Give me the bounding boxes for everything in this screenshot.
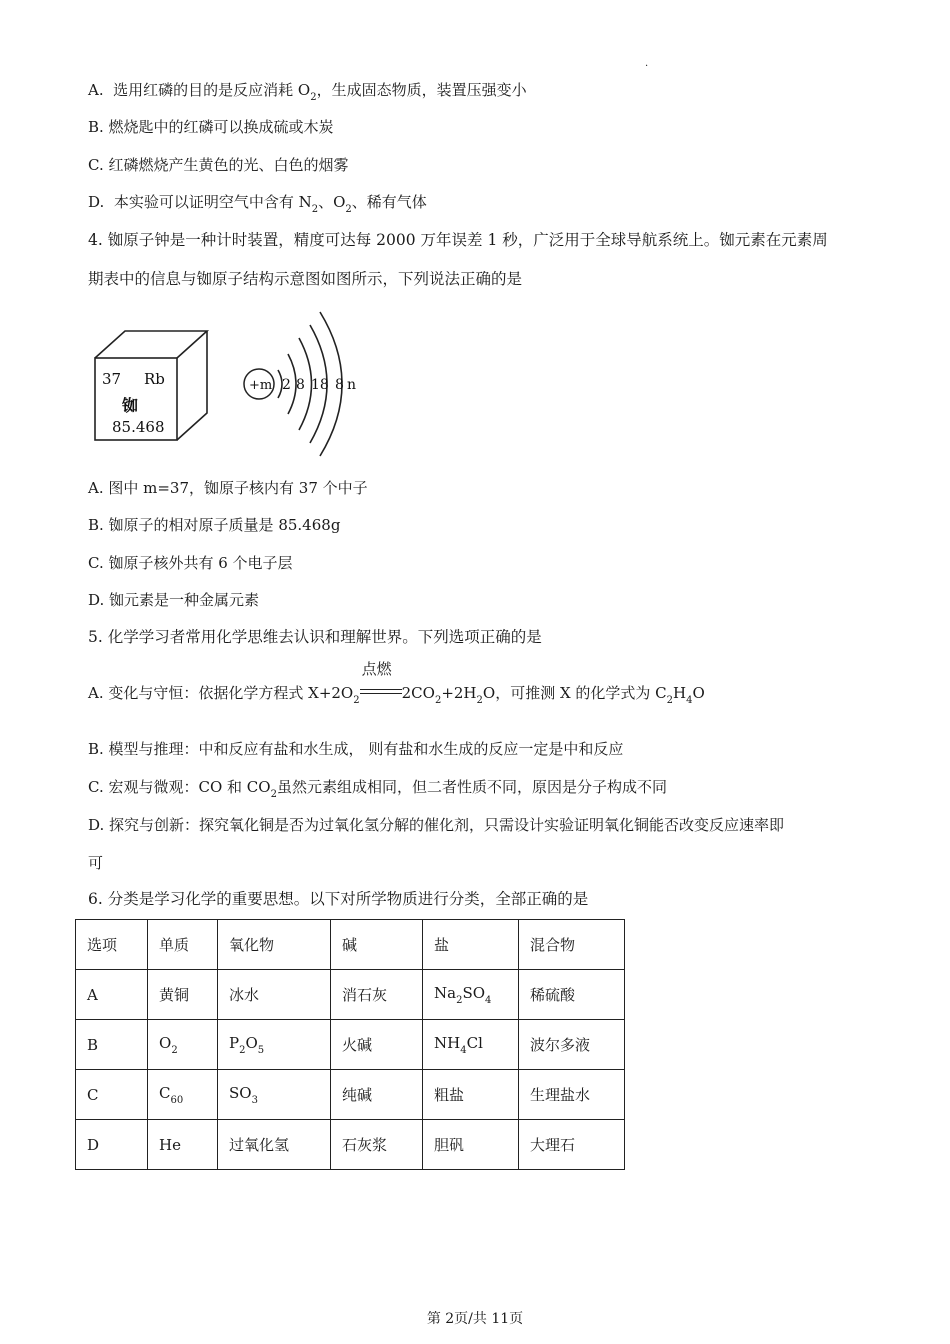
q5-option-c: C. 宏观与微观：CO 和 $CO_2$虽然元素组成相同，但二者性质不同，原因是分子构成不同 bbox=[88, 778, 667, 800]
table-cell: 消石灰 bbox=[331, 970, 423, 1020]
q4-option-d: D. 铷元素是一种金属元素 bbox=[88, 591, 260, 609]
reaction-condition: 点燃 bbox=[360, 683, 402, 703]
table-cell: C bbox=[76, 1070, 148, 1120]
q3-option-b: B. 燃烧匙中的红磷可以换成硫或木炭 bbox=[88, 118, 334, 136]
shell-2-electrons: 8 bbox=[296, 377, 305, 393]
atomic-mass: 85.468 bbox=[112, 418, 165, 436]
q5-option-b: B. 模型与推理：中和反应有盐和水生成， 则有盐和水生成的反应一定是中和反应 bbox=[88, 740, 624, 758]
table-header-row bbox=[76, 920, 625, 970]
q3-option-d: D. 本实验可以证明空气中含有 $N_2$、$O_2$、稀有气体 bbox=[88, 193, 427, 215]
atomic-number: 37 bbox=[102, 370, 122, 388]
element-symbol: Rb bbox=[144, 370, 165, 388]
header-cell: 碱 bbox=[331, 920, 423, 970]
table-cell: 胆矾 bbox=[423, 1120, 519, 1170]
table-cell: 大理石 bbox=[519, 1120, 625, 1170]
table-cell: He bbox=[148, 1120, 218, 1170]
table-cell: 纯碱 bbox=[331, 1070, 423, 1120]
header-cell: 盐 bbox=[423, 920, 519, 970]
header-cell: 选项 bbox=[76, 920, 148, 970]
table-cell: 波尔多液 bbox=[519, 1020, 625, 1070]
q6-stem: 6. 分类是学习化学的重要思想。以下对所学物质进行分类，全部正确的是 bbox=[88, 890, 589, 908]
table-cell: B bbox=[76, 1020, 148, 1070]
table-cell: $NH_4Cl$ bbox=[423, 1020, 519, 1070]
q4-stem-line2: 期表中的信息与铷原子结构示意图如图所示，下列说法正确的是 bbox=[88, 270, 523, 288]
element-name: 铷 bbox=[122, 396, 139, 415]
q5-option-a: A. 变化与守恒：依据化学方程式 $X+2O_2$ 点燃 $2CO_2+2H_2O$，可推测 X 的化学式为 $C_2H_4O$ bbox=[88, 660, 705, 706]
q4-option-a: A. 图中 m=37，铷原子核内有 37 个中子 bbox=[88, 479, 368, 497]
table-cell: 粗盐 bbox=[423, 1070, 519, 1120]
table-cell: 火碱 bbox=[331, 1020, 423, 1070]
table-cell: 冰水 bbox=[218, 970, 331, 1020]
shell-5-electrons: n bbox=[347, 377, 357, 393]
q3-option-c: C. 红磷燃烧产生黄色的光、白色的烟雾 bbox=[88, 156, 349, 174]
table-cell: $Na_2SO_4$ bbox=[423, 970, 519, 1020]
shell-3-electrons: 18 bbox=[311, 377, 329, 393]
header-cell: 混合物 bbox=[519, 920, 625, 970]
header-cell: 单质 bbox=[148, 920, 218, 970]
table-row bbox=[76, 1020, 625, 1070]
table-row bbox=[76, 1070, 625, 1120]
shell-4-electrons: 8 bbox=[335, 377, 344, 393]
table-cell: D bbox=[76, 1120, 148, 1170]
table-cell: 过氧化氢 bbox=[218, 1120, 331, 1170]
q5-option-d-line2: 可 bbox=[88, 854, 104, 872]
q3-option-a: A. 选用红磷的目的是反应消耗 $O_2$，生成固态物质，装置压强变小 bbox=[88, 81, 527, 103]
nucleus-label: +m bbox=[249, 378, 273, 393]
table-row bbox=[76, 970, 625, 1020]
table-row bbox=[76, 1120, 625, 1170]
table-cell: 石灰浆 bbox=[331, 1120, 423, 1170]
shell-1-electrons: 2 bbox=[282, 377, 291, 393]
table-cell: 生理盐水 bbox=[519, 1070, 625, 1120]
q4-option-b: B. 铷原子的相对原子质量是 85.468g bbox=[88, 516, 341, 534]
stray-mark: . bbox=[645, 58, 649, 69]
atom-structure-diagram bbox=[236, 310, 366, 464]
table-cell: $C_{60}$ bbox=[148, 1070, 218, 1120]
table-cell: 黄铜 bbox=[148, 970, 218, 1020]
q5-stem: 5. 化学学习者常用化学思维去认识和理解世界。下列选项正确的是 bbox=[88, 628, 542, 646]
table-cell: $SO_3$ bbox=[218, 1070, 331, 1120]
table-cell: A bbox=[76, 970, 148, 1020]
table-cell: $P_2O_5$ bbox=[218, 1020, 331, 1070]
q4-option-c: C. 铷原子核外共有 6 个电子层 bbox=[88, 554, 293, 572]
q4-stem-line1: 4. 铷原子钟是一种计时装置，精度可达每 2000 万年误差 1 秒，广泛用于全球导航系统上。铷元素在元素周 bbox=[88, 231, 828, 249]
classification-table bbox=[75, 919, 625, 1170]
table-cell: 稀硫酸 bbox=[519, 970, 625, 1020]
table-cell: $O_2$ bbox=[148, 1020, 218, 1070]
page-footer: 第 2页/共 11页 bbox=[426, 1311, 524, 1327]
q5-option-d-line1: D. 探究与创新：探究氧化铜是否为过氧化氢分解的催化剂，只需设计实验证明氧化铜能否改变反应速率即 bbox=[88, 816, 785, 834]
periodic-table-cell bbox=[92, 328, 214, 448]
header-cell: 氧化物 bbox=[218, 920, 331, 970]
